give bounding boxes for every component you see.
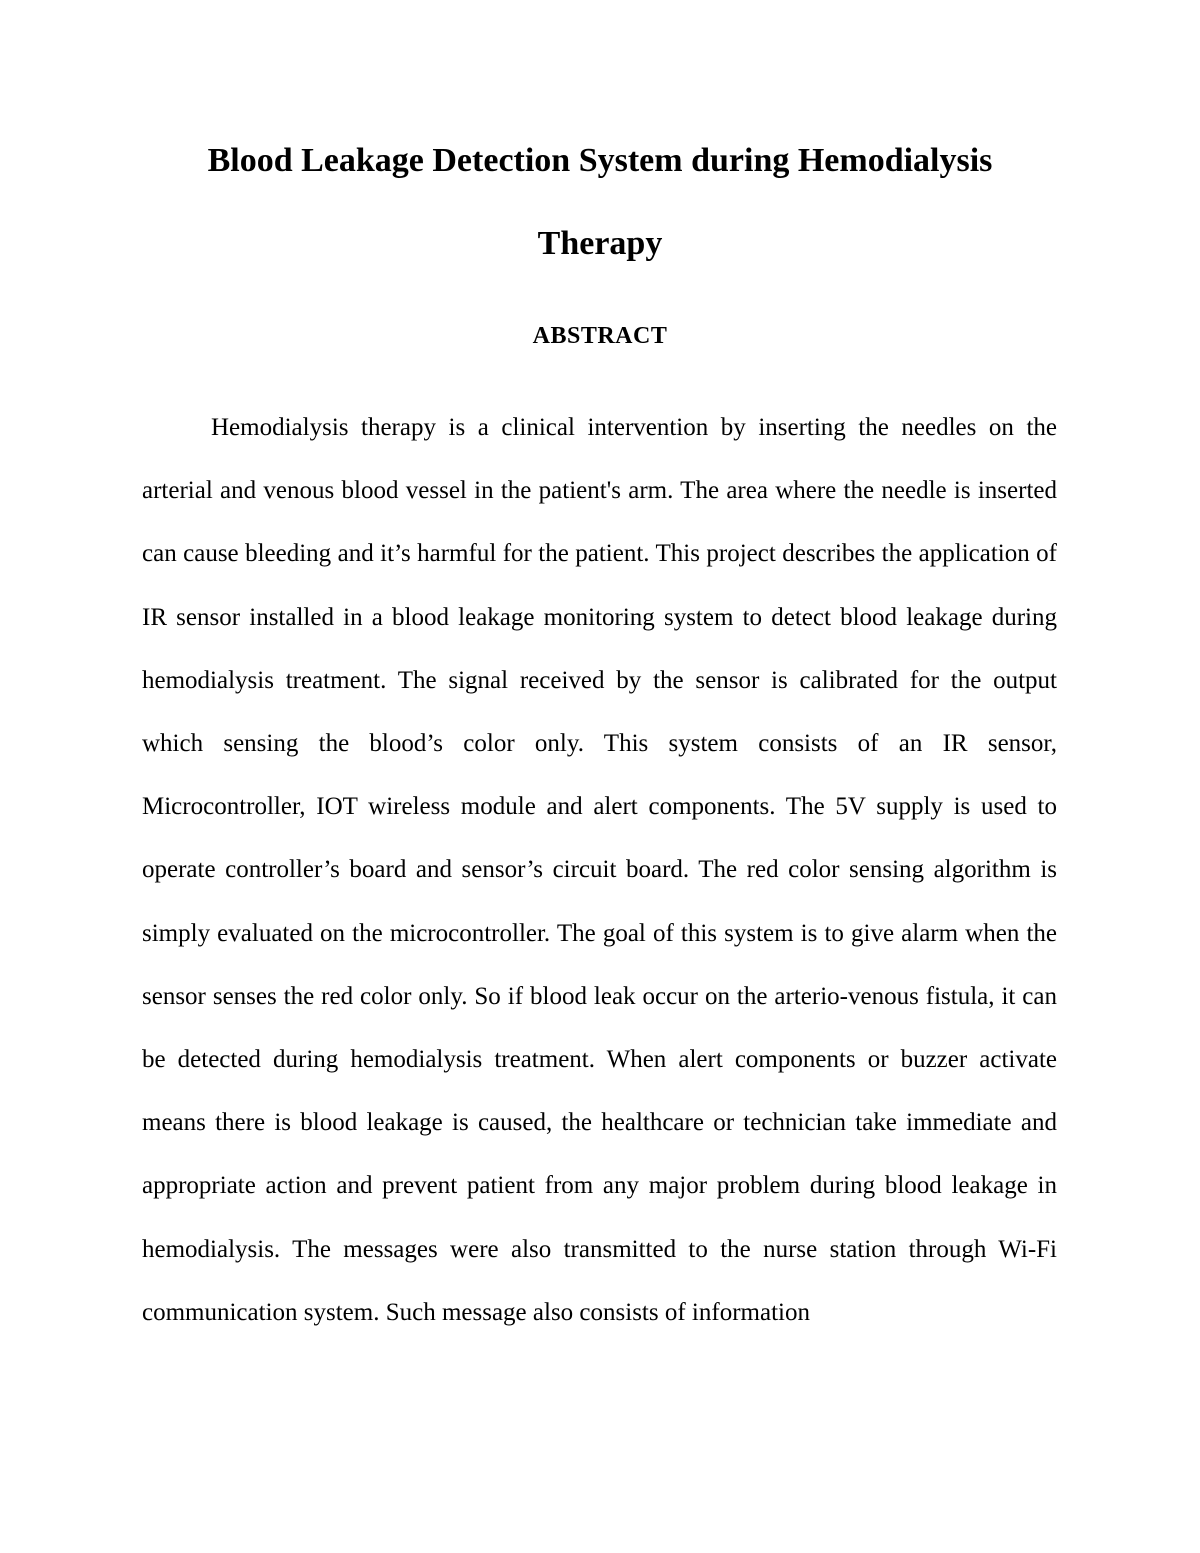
abstract-heading: ABSTRACT xyxy=(532,323,668,349)
abstract-paragraph: Hemodialysis therapy is a clinical intervention by inserting the needles on the arterial and venous blood vessel in the patient's arm. The area where the needle is inserted can cause bleeding and it’s harmful for the patient. This project describes the application of IR sensor installed in a blood leakage monitoring system to detect blood leakage during hemodialysis treatment. The signal received by the sensor is calibrated for the output which sensing the blood’s color only. This system consists of an IR sensor, Microcontroller, IOT wireless module and alert components. The 5V supply is used to operate controller’s board and sensor’s circuit board. The red color sensing algorithm is simply evaluated on the microcontroller. The goal of this system is to give alarm when the sensor senses the red color only. So if blood leak occur on the arterio-venous fistula, it can be detected during hemodialysis treatment. When alert components or buzzer activate means there is blood leakage is caused, the healthcare or technician take immediate and appropriate action and prevent patient from any major problem during blood leakage in hemodialysis. The messages were also transmitted to the nurse station through Wi-Fi communication system. Such message also consists of information xyxy=(142,414,1057,1326)
document-title-line-2: Therapy xyxy=(537,225,663,262)
document-title-line-1: Blood Leakage Detection System during Hemodialysis xyxy=(207,142,993,179)
